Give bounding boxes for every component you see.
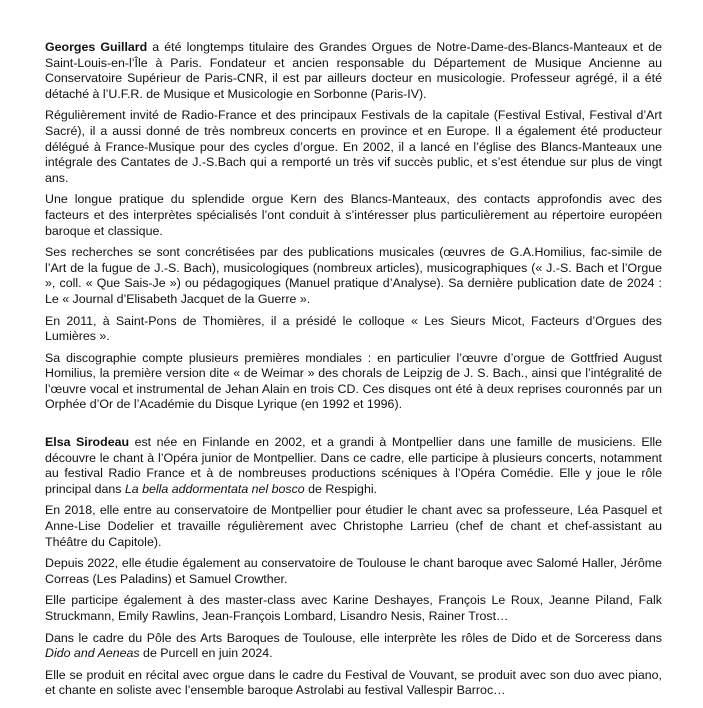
bio2-paragraph-5: [45, 631, 662, 662]
bio2-paragraph-1: [45, 435, 662, 497]
bio2-p1-end: de Respighi.: [304, 481, 378, 496]
bio2-paragraph-4: Elle participe également à des master-class avec Karine Deshayes, François Le Roux, Jeanne Piland, Falk Struckmann, Emily Rawlins, Jean-François Lombard, Lisandro Nesis, Rainer Trost…: [45, 593, 662, 623]
bio2-paragraph-6: Elle se produit en récital avec orgue dans le cadre du Festival de Vouvant, se produit avec son duo avec piano, et chante en soliste avec l’ensemble baroque Astrolabi au festival Vallespir Barroc…: [45, 667, 662, 698]
bio2-p5-text: Dans le cadre du Pôle des Arts Baroques de Toulouse, elle interprète les rôles de Dido et de Sorceress dans: [45, 630, 662, 645]
bio1-name: Georges Guillard: [45, 40, 148, 54]
bio2-p5-end: de Purcell en juin 2024.: [139, 646, 273, 661]
bio-elsa-sirodeau: [45, 435, 662, 699]
bio1-paragraph-1: [45, 40, 662, 102]
bio2-name: Elsa Sirodeau: [45, 435, 130, 450]
bio1-paragraph-6: Sa discographie compte plusieurs premières mondiales : en particulier l’œuvre d’orgue de Gottfried August Homilius, la première version dite « de Weimar » des chorals de Leipzig de J. S. Bach., ainsi que l’intégralité de l’œuvre vocal et instrumental de Jehan Alain en trois CD. Ces disques ont été à deux reprises couronnés par un Orphée d’Or de l’Académie du Disque Lyrique (en 1992 et 1996).: [45, 350, 662, 412]
bio1-paragraph-3: Une longue pratique du splendide orgue Kern des Blancs-Manteaux, des contacts approfondis avec des facteurs et des interprètes spécialisés l’ont conduit à s’intéresser plus particulièrement au répertoire européen baroque et classique.: [45, 192, 662, 238]
bio2-paragraph-3: Depuis 2022, elle étudie également au conservatoire de Toulouse le chant baroque avec Salomé Haller, Jérôme Correas (Les Paladins) et Samuel Crowther.: [45, 556, 662, 586]
bio2-p1-work-title: La bella addormentata nel bosco: [124, 481, 305, 496]
bio2-p5-work-title: Dido and Aeneas: [45, 646, 140, 661]
bio2-p1-text: est née en Finlande en 2002, et a grandi à Montpellier dans une famille de musiciens. Elle découvre le chant à l’Opéra junior de Montpellier. Dans ce cadre, elle participe à plusieurs concerts, notamment au festival Radio France et à de nombreuses productions scéniques à l’Opéra Comédie. Elle y joue le rôle principal dans: [45, 435, 662, 496]
bio1-paragraph-5: En 2011, à Saint-Pons de Thomières, il a présidé le colloque « Les Sieurs Micot, Facteurs d’Orgues des Lumières ».: [45, 313, 662, 344]
bio1-paragraph-4: Ses recherches se sont concrétisées par des publications musicales (œuvres de G.A.Homilius, fac-simile de l’Art de la fugue de J.-S. Bach), musicologiques (nombreux articles), musicographiques (« J.-S. Bach et l’Orgue », coll. « Que Sais-Je ») ou pédagogiques (Manuel pratique d’Analyse). Sa dernière publication date de 2024 : Le « Journal d’Elisabeth Jacquet de la Guerre ».: [45, 245, 662, 306]
bio1-p1-text: a été longtemps titulaire des Grandes Orgues de Notre-Dame-des-Blancs-Manteaux et de Saint-Louis-en-l’Île à Paris. Fondateur et ancien responsable du Département de Musique Ancienne au Conservatoire Supérieur de Paris-CNR, il est par ailleurs docteur en musicologie. Professeur agrégé, il a été détaché à l’U.F.R. de Musique et Musicologie en Sorbonne (Paris-IV).: [45, 40, 662, 101]
document-page: [45, 40, 662, 705]
bio2-paragraph-2: En 2018, elle entre au conservatoire de Montpellier pour étudier le chant avec sa professeure, Léa Pasquel et Anne-Lise Dodelier et travaille régulièrement avec Christophe Larrieu (chef de chant et chef-assistant au Théâtre du Capitole).: [45, 503, 662, 549]
bio1-paragraph-2: Régulièrement invité de Radio-France et des principaux Festivals de la capitale (Festival Estival, Festival d’Art Sacré), il a aussi donné de très nombreux concerts en province et en Europe. Il a également été producteur délégué à France-Musique pour des cycles d’orgue. En 2002, il a lancé en l’église des Blancs-Manteaux une intégrale des Cantates de J.-S.Bach qui a remporté un très vif succès public, et s’est étendue sur plus de vingt ans.: [45, 108, 662, 185]
bio-georges-guillard: [45, 40, 662, 413]
